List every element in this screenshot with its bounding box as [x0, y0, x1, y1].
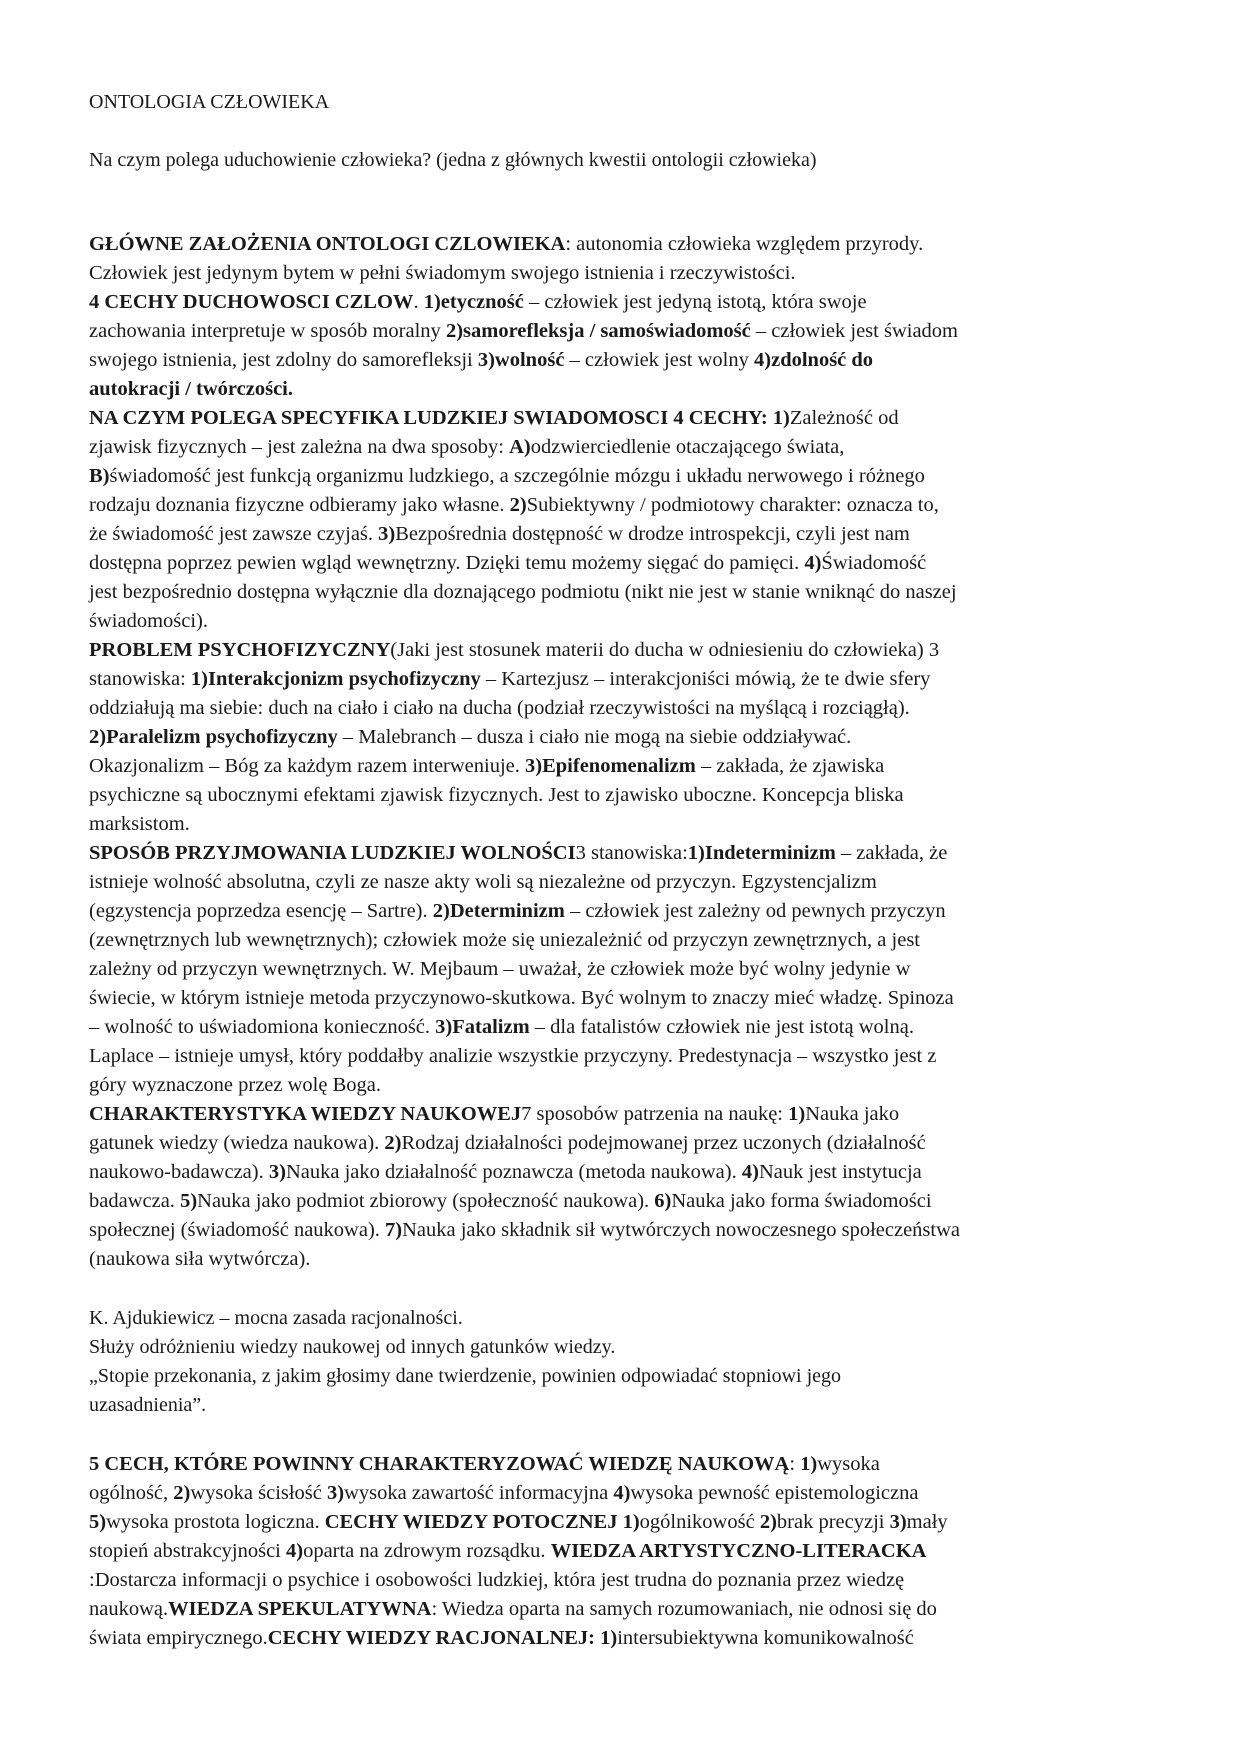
bold-segment: 2) — [384, 1132, 402, 1154]
text-segment: – wolność to uświadomiona konieczność. — [89, 1016, 436, 1038]
text-segment: stopień abstrakcyjności — [89, 1540, 286, 1562]
text-segment: odzwierciedlenie otaczającego świata, — [530, 436, 845, 458]
text-segment: ogólność, — [89, 1482, 174, 1504]
text-segment: : autonomia człowieka względem przyrody. — [565, 233, 924, 255]
text-segment: badawcza. — [89, 1190, 181, 1212]
text-segment: świecie, w którym istnieje metoda przyczynowo-skutkowa. Być wolnym to znaczy mieć władzę. Spinoza — [89, 987, 954, 1009]
text-line — [89, 636, 1151, 665]
text-segment: wysoka prostota logiczna. — [106, 1511, 325, 1533]
document-question: Na czym polega uduchowienie człowieka? (jedna z głównych kwestii ontologii człowieka) — [89, 149, 817, 171]
paragraph-spirituality-traits — [89, 288, 1151, 404]
text-segment: naukowo-badawcza). — [89, 1161, 269, 1183]
text-segment: . — [413, 291, 424, 313]
bold-segment: WIEDZA ARTYSTYCZNO-LITERACKA — [550, 1540, 927, 1562]
bold-segment: NA CZYM POLEGA SPECYFIKA LUDZKIEJ SWIADOMOSCI 4 CECHY: 1) — [89, 407, 790, 429]
text-segment: psychiczne są ubocznymi efektami zjawisk fizycznych. Jest to zjawisko uboczne. Koncepcja bliska — [89, 784, 904, 806]
text-segment: naukową. — [89, 1598, 169, 1620]
bold-segment: 2)Paralelizm psychofizyczny — [89, 726, 338, 748]
text-segment: – Kartezjusz – interakcjoniści mówią, że te dwie sfery — [480, 668, 931, 690]
text-line — [89, 578, 1151, 607]
bold-segment: PROBLEM PSYCHOFIZYCZNY — [89, 639, 391, 661]
text-segment: wysoka zawartość informacyjna — [344, 1482, 614, 1504]
bold-segment: 3)Fatalizm — [435, 1016, 530, 1038]
bold-segment: 1) — [788, 1103, 806, 1125]
text-line — [89, 984, 1151, 1013]
text-segment: Subiektywny / podmiotowy charakter: oznacza to, — [526, 494, 939, 516]
text-line — [89, 1537, 1151, 1566]
text-segment: brak precyzji — [776, 1511, 890, 1533]
text-segment: istnieje wolność absolutna, czyli ze nasze akty woli są niezależne od przyczyn. Egzystencjalizm — [89, 871, 877, 893]
text-line — [89, 1158, 1151, 1187]
text-line — [89, 1100, 1151, 1129]
text-segment: – człowiek jest wolny — [564, 349, 755, 371]
text-line — [89, 317, 1151, 346]
ajdukiewicz-line: Służy odróżnieniu wiedzy naukowej od innych gatunków wiedzy. — [89, 1336, 616, 1358]
bold-segment: 1) — [800, 1453, 818, 1475]
text-line — [89, 1216, 1151, 1245]
text-line — [89, 1187, 1151, 1216]
bold-segment: CECHY WIEDZY RACJONALNEJ: 1) — [267, 1627, 618, 1649]
spacer — [89, 1420, 1151, 1450]
bold-segment: 1)Interakcjonizm psychofizyczny — [190, 668, 481, 690]
text-segment: – zakłada, że zjawiska — [695, 755, 885, 777]
spacer — [89, 117, 1151, 146]
text-segment: – dla fatalistów człowiek nie jest istotą wolną. — [529, 1016, 914, 1038]
bold-segment: CECHY WIEDZY POTOCZNEJ 1) — [324, 1511, 640, 1533]
text-segment: marksistom. — [89, 813, 190, 835]
text-line — [89, 752, 1151, 781]
ajdukiewicz-line: „Stopie przekonania, z jakim głosimy dane twierdzenie, powinien odpowiadać stopniowi jego — [89, 1365, 842, 1387]
text-line — [89, 926, 1151, 955]
text-line — [89, 868, 1151, 897]
text-segment: że świadomość jest zawsze czyjaś. — [89, 523, 379, 545]
bold-segment: 6) — [654, 1190, 672, 1212]
text-line — [89, 781, 1151, 810]
bold-segment: 2)samorefleksja / samoświadomość — [445, 320, 751, 342]
text-line — [89, 1129, 1151, 1158]
paragraphs — [89, 230, 1151, 1274]
text-line — [89, 230, 1151, 259]
text-segment: zależny od przyczyn wewnętrznych. W. Mejbaum – uważał, że człowiek może być wolny jedynie w — [89, 958, 911, 980]
bold-segment: 4)zdolność do — [754, 349, 874, 371]
text-segment: Nauka jako działalność poznawcza (metoda naukowa). — [285, 1161, 742, 1183]
bold-segment: 3)wolność — [477, 349, 565, 371]
bold-segment: 4) — [804, 552, 822, 574]
bold-segment: 5 CECH, KTÓRE POWINNY CHARAKTERYZOWAĆ WIEDZĘ NAUKOWĄ — [89, 1453, 790, 1475]
text-segment: Bezpośrednia dostępność w drodze introspekcji, czyli jest nam — [395, 523, 910, 545]
text-segment: stanowiska: — [89, 668, 191, 690]
text-line — [89, 1042, 1151, 1071]
text-line — [89, 462, 1151, 491]
text-line — [89, 1071, 1151, 1100]
text-line — [89, 259, 1151, 288]
text-line — [89, 839, 1151, 868]
text-segment: 7 sposobów patrzenia na naukę: — [521, 1103, 789, 1125]
bold-segment: 1)etyczność — [423, 291, 524, 313]
text-line — [89, 1508, 1151, 1537]
bold-segment: 4) — [285, 1540, 304, 1562]
bold-segment: WIEDZA SPEKULATYWNA — [168, 1598, 432, 1620]
text-segment: Nauk jest instytucja — [758, 1161, 922, 1183]
text-segment: Rodzaj działalności podejmowanej przez uczonych (działalność — [401, 1132, 926, 1154]
text-line — [89, 810, 1151, 839]
text-segment: zachowania interpretuje w sposób moralny — [89, 320, 446, 342]
text-segment: 3 stanowiska: — [575, 842, 688, 864]
text-segment: – Malebranch – dusza i ciało nie mogą na siebie oddziaływać. — [337, 726, 852, 748]
text-segment: społecznej (świadomość naukowa). — [89, 1219, 386, 1241]
bold-segment: 3) — [268, 1161, 286, 1183]
paragraph-consciousness-specifics — [89, 404, 1151, 636]
text-line — [89, 1450, 1151, 1479]
text-line — [89, 1479, 1151, 1508]
text-segment: mały — [906, 1511, 948, 1533]
text-segment: – człowiek jest świadom — [750, 320, 958, 342]
document-title: ONTOLOGIA CZŁOWIEKA — [89, 91, 330, 113]
text-segment: Nauka jako forma świadomości — [671, 1190, 932, 1212]
document-page — [89, 88, 1151, 1653]
text-segment: ogólnikowość — [639, 1511, 760, 1533]
text-segment: jest bezpośrednio dostępna wyłącznie dla doznającego podmiotu (nikt nie jest w stanie wniknąć do naszej — [89, 581, 957, 603]
text-segment: rodzaju doznania fizyczne odbieramy jako własne. — [89, 494, 510, 516]
text-segment: Nauka jako składnik sił wytwórczych nowoczesnego społeczeństwa — [402, 1219, 960, 1241]
ajdukiewicz-line: uzasadnienia”. — [89, 1394, 207, 1416]
bold-segment: autokracji / twórczości. — [89, 378, 293, 400]
paragraph-human-freedom — [89, 839, 1151, 1100]
text-line — [89, 955, 1151, 984]
text-line — [89, 665, 1151, 694]
bold-segment: 2) — [509, 494, 527, 516]
text-line — [89, 1245, 1151, 1274]
text-segment: – zakłada, że — [835, 842, 948, 864]
text-line — [89, 723, 1151, 752]
text-line — [89, 491, 1151, 520]
text-segment: Świadomość — [821, 552, 927, 574]
text-segment: świata empirycznego. — [89, 1627, 268, 1649]
ajdukiewicz-section — [89, 1304, 1151, 1420]
text-segment: (naukowa siła wytwórcza). — [89, 1248, 311, 1270]
bold-segment: 2) — [759, 1511, 777, 1533]
text-line — [89, 433, 1151, 462]
paragraph-main-assumptions — [89, 230, 1151, 288]
bold-segment: 4 CECHY DUCHOWOSCI CZLOW — [89, 291, 414, 313]
text-line — [89, 1013, 1151, 1042]
bold-segment: CHARAKTERYSTYKA WIEDZY NAUKOWEJ — [89, 1103, 522, 1125]
bold-segment: 7) — [385, 1219, 403, 1241]
text-segment: – człowiek jest zależny od pewnych przyczyn — [564, 900, 946, 922]
bold-segment: 2) — [173, 1482, 191, 1504]
text-segment: Nauka jako — [805, 1103, 900, 1125]
text-line — [89, 1595, 1151, 1624]
text-line — [89, 404, 1151, 433]
text-segment: Człowiek jest jedynym bytem w pełni świadomym swojego istnienia i rzeczywistości. — [89, 262, 796, 284]
text-segment: wysoka ścisłość — [190, 1482, 328, 1504]
text-segment: Nauka jako podmiot zbiorowy (społeczność naukowa). — [197, 1190, 655, 1212]
text-segment: oddziałują ma siebie: duch na ciało i ciało na ducha (podział rzeczywistości na myślącą i rozciągłą). — [89, 697, 910, 719]
text-segment: (Jaki jest stosunek materii do ducha w odniesieniu do człowieka) 3 — [390, 639, 940, 661]
bold-segment: 3) — [889, 1511, 907, 1533]
bold-segment: 3)Epifenomenalizm — [525, 755, 696, 777]
bold-segment: 3) — [327, 1482, 345, 1504]
text-segment: intersubiektywna komunikowalność — [617, 1627, 914, 1649]
text-segment: (zewnętrznych lub wewnętrznych); człowiek może się uniezależnić od przyczyn zewnętrznych, a jest — [89, 929, 920, 951]
bold-segment: 4) — [613, 1482, 631, 1504]
text-line — [89, 375, 1151, 404]
text-line — [89, 549, 1151, 578]
text-line — [89, 346, 1151, 375]
bold-segment: B) — [89, 465, 110, 487]
paragraph-scientific-knowledge — [89, 1100, 1151, 1274]
spacer — [89, 1274, 1151, 1304]
text-line — [89, 1624, 1151, 1653]
text-segment: Zależność od — [789, 407, 899, 429]
text-line — [89, 607, 1151, 636]
bold-segment: GŁÓWNE ZAŁOŻENIA ONTOLOGI CZLOWIEKA — [89, 233, 566, 255]
text-segment: wysoka — [817, 1453, 880, 1475]
text-line — [89, 897, 1151, 926]
ajdukiewicz-line: K. Ajdukiewicz – mocna zasada racjonalności. — [89, 1307, 463, 1329]
text-segment: świadomość jest funkcją organizmu ludzkiego, a szczególnie mózgu i układu nerwowego i różnego — [109, 465, 925, 487]
text-segment: : — [789, 1453, 801, 1475]
text-line — [89, 520, 1151, 549]
text-line — [89, 1566, 1151, 1595]
text-segment: gatunek wiedzy (wiedza naukowa). — [89, 1132, 385, 1154]
text-segment: świadomości). — [89, 610, 208, 632]
bold-segment: A) — [509, 436, 531, 458]
text-segment: Okazjonalizm – Bóg za każdym razem interweniuje. — [89, 755, 526, 777]
text-segment: zjawisk fizycznych – jest zależna na dwa sposoby: — [89, 436, 510, 458]
knowledge-features-paragraph — [89, 1450, 1151, 1653]
bold-segment: SPOSÓB PRZYJMOWANIA LUDZKIEJ WOLNOŚCI — [89, 842, 576, 864]
bold-segment: 5) — [180, 1190, 198, 1212]
bold-segment: 4) — [741, 1161, 759, 1183]
text-line — [89, 694, 1151, 723]
text-segment: dostępna poprzez pewien wgląd wewnętrzny. Dzięki temu możemy sięgać do pamięci. — [89, 552, 805, 574]
bold-segment: 3) — [378, 523, 396, 545]
text-segment: wysoka pewność epistemologiczna — [630, 1482, 919, 1504]
text-segment: : Wiedza oparta na samych rozumowaniach, nie odnosi się do — [431, 1598, 937, 1620]
paragraph-psychophysical-problem — [89, 636, 1151, 839]
bold-segment: 2)Determinizm — [432, 900, 565, 922]
spacer — [89, 175, 1151, 230]
text-segment: (egzystencja poprzedza esencję – Sartre). — [89, 900, 433, 922]
text-segment: – człowiek jest jedyną istotą, która swoje — [523, 291, 867, 313]
text-segment: swojego istnienia, jest zdolny do samorefleksji — [89, 349, 478, 371]
bold-segment: 5) — [89, 1511, 107, 1533]
text-line — [89, 288, 1151, 317]
text-segment: oparta na zdrowym rozsądku. — [303, 1540, 551, 1562]
text-segment: :Dostarcza informacji o psychice i osobowości ludzkiej, która jest trudna do poznania przez wiedzę — [89, 1569, 905, 1591]
bold-segment: 1)Indeterminizm — [687, 842, 836, 864]
text-segment: góry wyznaczone przez wolę Boga. — [89, 1074, 381, 1096]
text-segment: Laplace – istnieje umysł, który poddałby analizie wszystkie przyczyny. Predestynacja – wszystko jest z — [89, 1045, 937, 1067]
